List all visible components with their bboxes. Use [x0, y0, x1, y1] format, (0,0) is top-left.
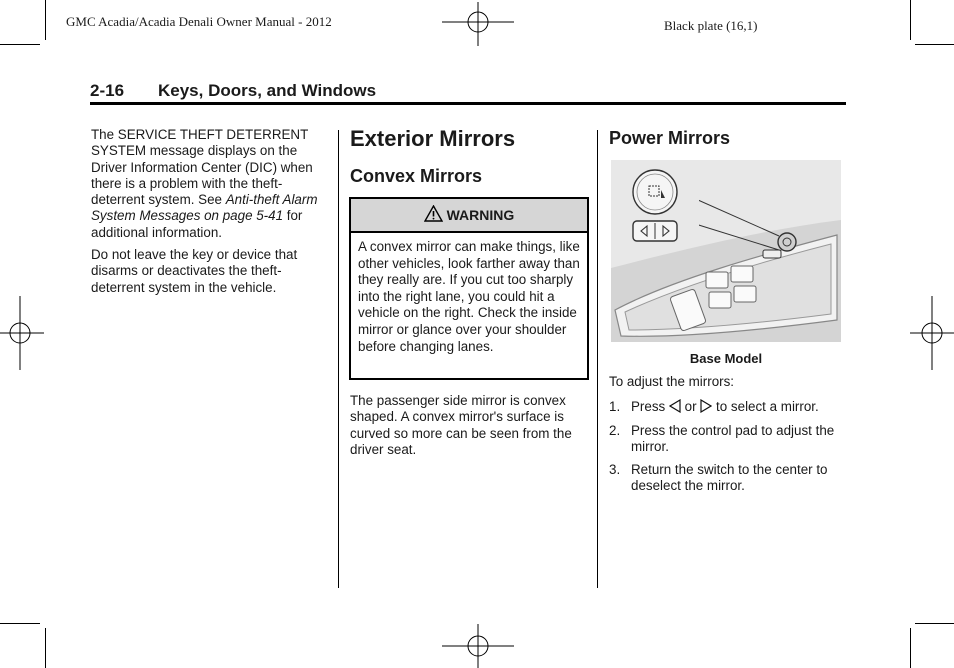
text: The SERVICE THEFT DETERRENT SYSTEM message displays on the Driver Information Center (DIC) when there is a problem with the theft-deterrent system. See — [91, 127, 313, 208]
warning-icon — [424, 205, 443, 222]
text: Press — [631, 399, 669, 415]
crop-mark — [45, 0, 46, 40]
registration-mark-bottom — [442, 624, 514, 668]
list-item — [609, 462, 845, 495]
crop-mark — [915, 623, 954, 624]
heading-exterior-mirrors: Exterior Mirrors — [350, 126, 516, 151]
right-triangle-icon — [700, 399, 712, 413]
registration-mark-left — [0, 296, 44, 370]
crop-mark — [0, 44, 40, 45]
crop-mark — [910, 628, 911, 668]
page-number: 2-16 — [90, 81, 125, 100]
warning-header — [351, 199, 587, 233]
warning-box — [349, 197, 589, 380]
step-number: 3. — [609, 462, 621, 478]
text: or — [680, 399, 701, 415]
warning-text: A convex mirror can make things, like other vehicles, look farther away than they really are. If you cut too sharply into the right lane, you could hit a vehicle on the right. Check the inside mirror or glance over your shoulder before changing lanes. — [358, 239, 580, 354]
cross-reference: Anti-theft Alarm System Messages on page 5-41 — [91, 192, 318, 224]
heading-power-mirrors: Power Mirrors — [609, 128, 731, 148]
intro-text: To adjust the mirrors: — [609, 374, 735, 389]
step-number: 1. — [609, 399, 621, 415]
heading-convex-mirrors: Convex Mirrors — [350, 166, 483, 186]
crop-mark — [915, 44, 954, 45]
text: Return the switch to the center to deselect the mirror. — [631, 462, 828, 494]
plate-label: Black plate (16,1) — [664, 18, 758, 33]
registration-mark-top — [442, 2, 514, 46]
section-title: Keys, Doors, and Windows — [158, 81, 377, 100]
crop-mark — [0, 623, 40, 624]
steps-list — [609, 399, 845, 494]
crop-mark — [910, 0, 911, 40]
left-triangle-icon — [669, 399, 681, 413]
section-header — [90, 81, 376, 101]
paragraph: Do not leave the key or device that disarms or deactivates the theft-deterrent system in the vehicle. — [91, 247, 298, 295]
column-divider — [597, 130, 598, 588]
right-column-text — [609, 374, 845, 502]
crop-mark — [45, 628, 46, 668]
power-mirror-switch-illustration — [611, 160, 841, 342]
text: Press the control pad to adjust the mirror. — [631, 422, 835, 454]
text: to select a mirror. — [712, 399, 819, 415]
manual-title: GMC Acadia/Acadia Denali Owner Manual - 2012 — [66, 14, 332, 29]
list-item — [609, 423, 845, 456]
figure-caption: Base Model — [689, 351, 763, 366]
paragraph — [91, 127, 331, 241]
step-number: 2. — [609, 422, 621, 438]
header-rule — [90, 102, 846, 105]
left-column — [91, 127, 331, 302]
text: for additional information. — [91, 208, 303, 240]
column-divider — [338, 130, 339, 588]
convex-mirror-text: The passenger side mirror is convex shaped. A convex mirror's surface is curved so more can be seen from the driver seat. — [350, 393, 572, 457]
registration-mark-right — [910, 296, 954, 370]
list-item — [609, 399, 845, 415]
warning-label: WARNING — [446, 207, 515, 223]
